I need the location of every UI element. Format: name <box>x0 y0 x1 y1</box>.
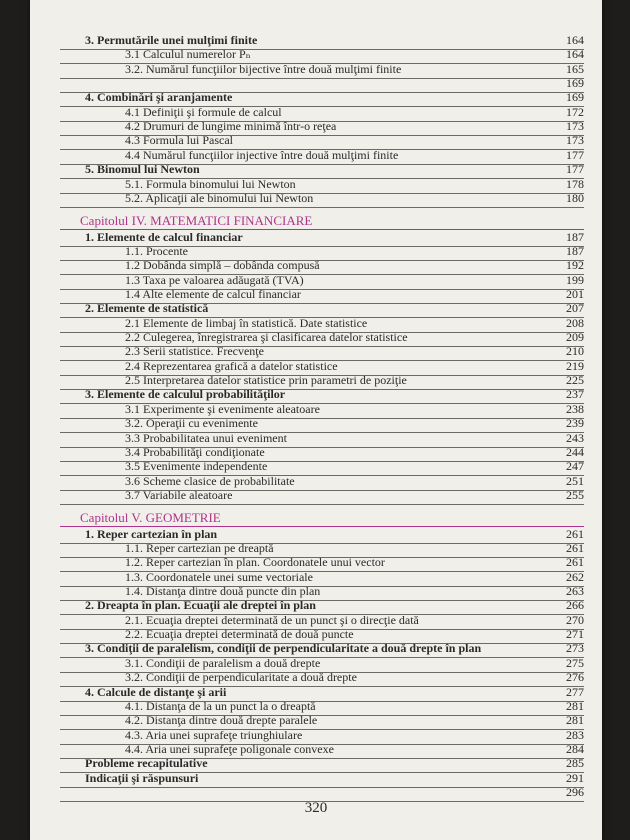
entry-title: Capitolul IV. MATEMATICI FINANCIARE <box>80 213 313 229</box>
entry-title: 4.3 Formula lui Pascal <box>125 133 233 148</box>
entry-title: 2. Elemente de statistică <box>85 301 209 316</box>
entry-page: 291 <box>566 770 584 785</box>
entry-title: 3. Condiţii de paralelism, condiţii de perpendicularitate a două drepte în plan <box>85 641 482 656</box>
entry-page: 192 <box>566 258 584 273</box>
entry-page: 273 <box>566 641 584 656</box>
entry-title: 1.2 Dobânda simplă – dobânda compusă <box>125 258 320 273</box>
table-of-contents <box>30 0 602 840</box>
entry-page: 296 <box>566 785 584 799</box>
entry-title: 3. Permutările unei mulţimi finite <box>85 33 258 47</box>
entry-page: 225 <box>566 373 584 388</box>
entry-page: 209 <box>566 330 584 345</box>
entry-title: 2.5 Interpretarea datelor statistice prin parametri de poziţie <box>125 373 407 388</box>
entry-title: 4. Calcule de distanţe şi arii <box>85 684 227 699</box>
entry-page: 237 <box>566 387 584 402</box>
entry-title: 3.3 Probabilitatea unui eveniment <box>125 430 287 445</box>
entry-page: 169 <box>566 90 584 105</box>
entry-title: 3.5 Evenimente independente <box>125 459 268 474</box>
entry-title: 2. Dreapta în plan. Ecuaţii ale dreptei în plan <box>85 598 316 613</box>
entry-page: 243 <box>566 430 584 445</box>
entry-title: 1. Reper cartezian în plan <box>85 526 218 541</box>
entry-page: 261 <box>566 526 584 541</box>
entry-page: 281 <box>566 698 584 713</box>
subsection-entry <box>60 487 584 505</box>
entry-title: 4.4 Numărul funcţiilor injective între două mulţimi finite <box>125 147 399 162</box>
entry-page: 281 <box>566 713 584 728</box>
entry-page: 271 <box>566 627 584 642</box>
entry-title: Capitolul V. GEOMETRIE <box>80 510 221 526</box>
entry-page: 187 <box>566 243 584 258</box>
entry-title: 3.1 Experimente şi evenimente aleatoare <box>125 401 320 416</box>
entry-title: 2.2. Ecuaţia dreptei determinată de două puncte <box>125 627 354 642</box>
entry-page: 164 <box>566 47 584 62</box>
entry-title: 1.2. Reper cartezian în plan. Coordonatele unui vector <box>125 555 385 570</box>
entry-title: Probleme recapitulative <box>85 756 208 771</box>
entry-page: 238 <box>566 401 584 416</box>
entry-page: 169 <box>566 76 584 91</box>
entry-title: 3.6 Scheme clasice de probabilitate <box>125 473 295 488</box>
entry-page: 261 <box>566 555 584 570</box>
entry-title: 3.1 Calculul numerelor Pₙ <box>125 47 251 62</box>
entry-title: 3.7 Variabile aleatoare <box>125 487 233 502</box>
entry-page: 270 <box>566 612 584 627</box>
entry-title: 2.3 Serii statistice. Frecvenţe <box>125 344 264 359</box>
entry-title: 3. Elemente de calculul probabilităţilor <box>85 387 286 402</box>
chapter-heading <box>60 212 584 230</box>
entry-page: 247 <box>566 459 584 474</box>
entry-page: 187 <box>566 229 584 244</box>
entry-title: 4.4. Aria unei suprafeţe poligonale convexe <box>125 741 334 756</box>
entry-page: 262 <box>566 569 584 584</box>
entry-title: 3.2. Condiţii de perpendicularitate a două drepte <box>125 670 357 685</box>
entry-page: 284 <box>566 741 584 756</box>
entry-title: 4.2 Drumuri de lungime minimă într-o reţea <box>125 119 337 134</box>
entry-page: 177 <box>566 162 584 177</box>
entry-title: 4.2. Distanţa dintre două drepte paralele <box>125 713 318 728</box>
book-page <box>30 0 602 840</box>
entry-title: 5.2. Aplicaţii ale binomului lui Newton <box>125 190 314 205</box>
entry-title: 4.1 Definiţii şi formule de calcul <box>125 104 282 119</box>
entry-title: 3.1. Condiţii de paralelism a două drepte <box>125 655 321 670</box>
entry-page: 285 <box>566 756 584 771</box>
entry-page: 263 <box>566 584 584 598</box>
entry-title: 1. Elemente de calcul financiar <box>85 229 243 244</box>
entry-page: 255 <box>566 487 584 502</box>
entry-title: 2.1 Elemente de limbaj în statistică. Date statistice <box>125 315 368 330</box>
entry-page: 201 <box>566 286 584 301</box>
entry-page: 180 <box>566 190 584 205</box>
entry-title: 4.3. Aria unei suprafeţe triunghiulare <box>125 727 303 742</box>
entry-page: 207 <box>566 301 584 316</box>
entry-title: 2.2 Culegerea, înregistrarea şi clasificarea datelor statistice <box>125 330 408 345</box>
entry-page: 208 <box>566 315 584 330</box>
entry-title: 5. Binomul lui Newton <box>85 162 200 177</box>
entry-title: 2.1. Ecuaţia dreptei determinată de un punct şi o direcţie dată <box>125 612 419 627</box>
entry-title: 1.3. Coordonatele unei sume vectoriale <box>125 569 313 584</box>
entry-page: 172 <box>566 104 584 119</box>
entry-page: 276 <box>566 670 584 685</box>
entry-page: 173 <box>566 133 584 148</box>
entry-page: 283 <box>566 727 584 742</box>
entry-title: 1.1. Reper cartezian pe dreaptă <box>125 540 274 555</box>
entry-page: 177 <box>566 147 584 162</box>
entry-title: 5.1. Formula binomului lui Newton <box>125 176 296 191</box>
entry-page: 164 <box>566 33 584 47</box>
entry-title: 2.4 Reprezentarea grafică a datelor statistice <box>125 358 338 373</box>
entry-title: 4.1. Distanţa de la un punct la o dreaptă <box>125 698 316 713</box>
entry-page: 210 <box>566 344 584 359</box>
entry-title: 3.2. Operaţii cu evenimente <box>125 416 258 431</box>
entry-page: 219 <box>566 358 584 373</box>
entry-title: Indicaţii şi răspunsuri <box>85 770 199 785</box>
entry-title: 1.3 Taxa pe valoarea adăugată (TVA) <box>125 272 304 287</box>
entry-title: 4. Combinări şi aranjamente <box>85 90 233 105</box>
entry-page: 165 <box>566 61 584 76</box>
entry-page: 275 <box>566 655 584 670</box>
subsection-entry <box>60 190 584 208</box>
entry-title: 3.2. Numărul funcţiilor bijective între două mulţimi finite <box>125 61 402 76</box>
entry-title: 1.4 Alte elemente de calcul financiar <box>125 286 301 301</box>
entry-title: 3.4 Probabilităţi condiţionate <box>125 444 265 459</box>
entry-title: 1.4. Distanţa dintre două puncte din plan <box>125 584 321 598</box>
entry-title: 1.1. Procente <box>125 243 188 258</box>
page-number: 320 <box>304 800 328 816</box>
entry-page: 244 <box>566 444 584 459</box>
entry-page: 266 <box>566 598 584 613</box>
entry-page: 251 <box>566 473 584 488</box>
entry-page: 173 <box>566 119 584 134</box>
entry-page: 178 <box>566 176 584 191</box>
entry-page: 277 <box>566 684 584 699</box>
chapter-heading <box>60 509 584 527</box>
entry-page: 199 <box>566 272 584 287</box>
entry-page: 239 <box>566 416 584 431</box>
entry-page: 261 <box>566 540 584 555</box>
